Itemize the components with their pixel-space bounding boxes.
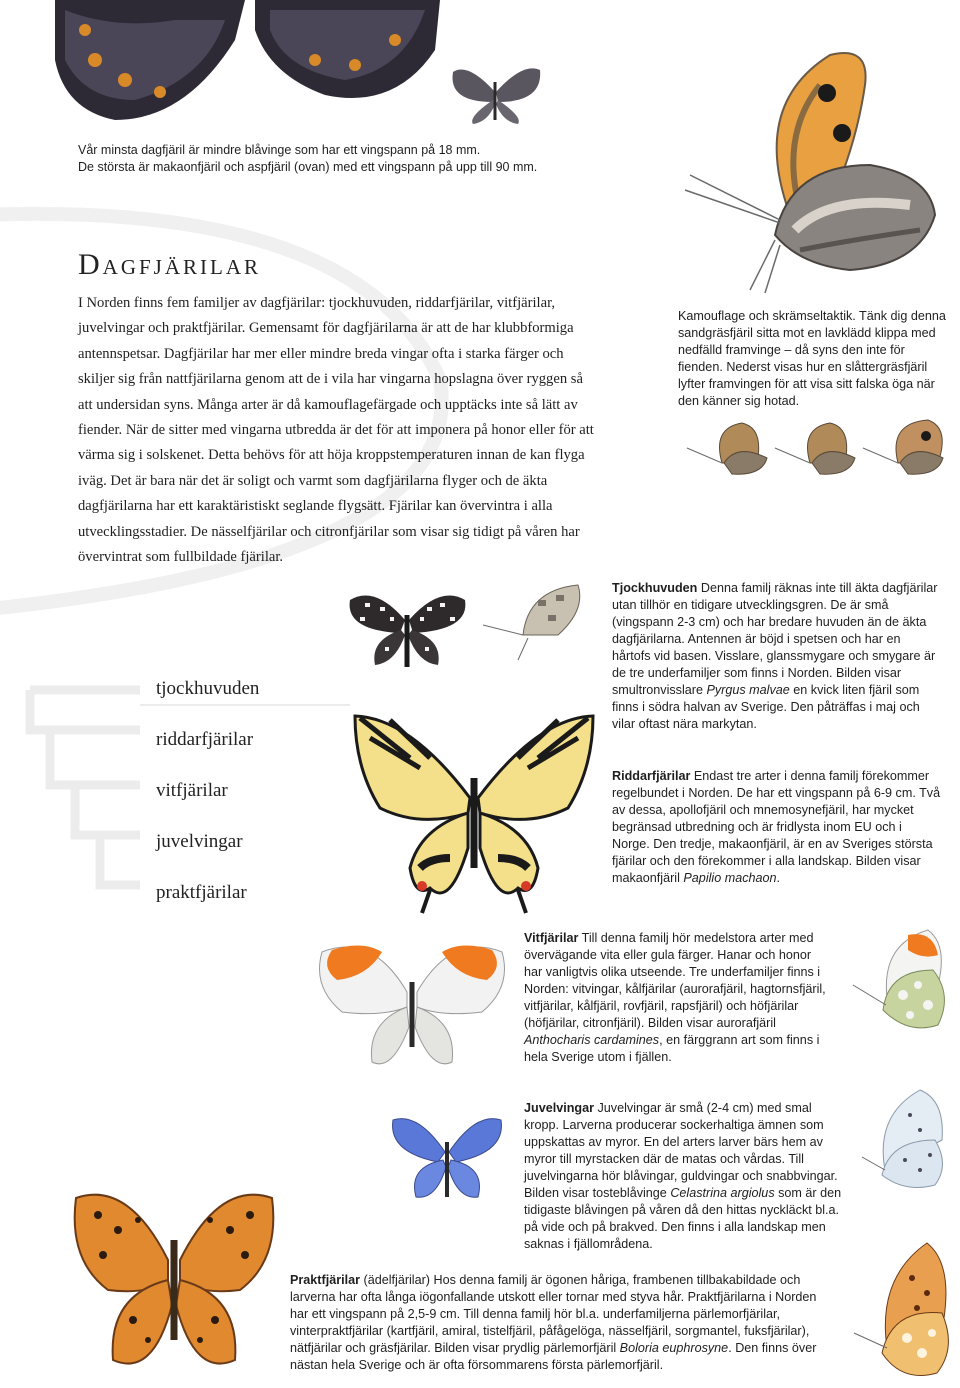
description-vitfjarilar-head: Vitfjärilar — [524, 931, 579, 945]
family-list — [156, 676, 356, 931]
description-praktfjarilar-text1: (ädelfjärilar) Hos denna familj är ögonen håriga, frambenen tillbakabildade och larverna har ofta långa iögonfallande utskott eller tornar med styva hår. Praktfjärilarna i Norden har ett vingspann på 2,5-9 cm. Till denna familj hör bl.a. underfamiljerna pärlemorfjärilar, vinterpraktfjärilar (kartfjäril, amiral, tistelfjäril, påfågelöga, nässelfjäril, sorgmantel, fuksfjärilar), nätfjärilar och gräsfjärilar. Bilden visar prydlig pärlemorfjäril — [290, 1273, 817, 1355]
family-item-praktfjarilar: praktfjärilar — [156, 882, 247, 903]
small-blue-illustration — [448, 62, 543, 127]
description-praktfjarilar-species: Boloria euphrosyne — [619, 1341, 729, 1355]
description-juvelvingar — [524, 1100, 842, 1253]
description-tjockhuvuden-species: Pyrgus malvae — [706, 683, 790, 697]
description-praktfjarilar-head: Praktfjärilar — [290, 1273, 361, 1287]
page-title: Dagfjärilar — [78, 248, 262, 281]
description-juvelvingar-text2: som är den tidigaste blåvingen på våren då den hittas nyckläckt bl.a. på vide och på brakved. Den finns i alla landskap men saknas i fjällområdena. — [524, 1186, 842, 1251]
description-praktfjarilar — [290, 1272, 838, 1374]
description-juvelvingar-head: Juvelvingar — [524, 1101, 594, 1115]
description-riddarfjarilar-text2: . — [776, 871, 781, 885]
intro-paragraph: I Norden finns fem familjer av dagfjärilar: tjockhuvuden, riddarfjärilar, vitfjärilar, juvelvingar och praktfjärilar. Gemensamt för dagfjärilarna är att de har klubbformiga antennspetsar. Dagfjärilar har mer eller mindre breda vingar ofta i starka färger och skiljer sig från nattfjärilarna genom att de i vila har vingarna hopslagna över ryggen så att undersidan syns. Många arter är då kamouflagefärgade och upptäcks inte så lätt av fiender. När de sitter med vingarna utbredda är det för att imponera på honor eller för att värma sig i solskenet. Detta behövs för att höja kroppstemperaturen innan de kan flyga iväg. Det är bara när det är soligt och varmt som dagfjärilarna flyger och de äkta dagfjärilarna har ett karaktäristiskt seglande flygsätt. Fjärilar kan övervintra i alla utvecklingsstadier. De nässelfjärilar och citronfjärilar som visar sig tidigt på våren har övervintrat som fullbildade fjärilar. — [78, 295, 594, 566]
description-riddarfjarilar-species: Papilio machaon — [683, 871, 777, 885]
fritillary-illustration — [68, 1180, 280, 1380]
orange-tip-illustration — [312, 932, 512, 1080]
description-tjockhuvuden-head: Tjockhuvuden — [612, 581, 698, 595]
description-vitfjarilar-text1: Till denna familj hör medelstora arter med övervägande vita eller gula färger. Hanar och honor har vanligtvis olika utseende. Tre underfamiljer finns i Norden: vitvingar, kålfjärilar (aurorafjäril, hagtornsfjäril, vitfjärilar, kålfjäril, rovfjäril, rapsfjäril) och höfjärilar (höfjärilar, citronfjäril). Bilden visar aurorafjäril — [524, 931, 826, 1030]
description-tjockhuvuden — [612, 580, 942, 733]
swallowtail-illustration — [350, 708, 598, 920]
grayling-illustration — [680, 45, 945, 295]
description-juvelvingar-text1: Juvelvingar är små (2-4 cm) med smal kropp. Larverna producerar sockerhaltiga ämnen som uppskattas av myror. En del arters larver bärs hem av myror till myrstacken där de matas och vårdas. Till juvelvingarna hör blåvingar, guldvingar och snabbvingar. Bilden visar tosteblåvinge — [524, 1101, 838, 1200]
aspen-admiral-illustration — [55, 0, 440, 125]
meadow-brown-sequence-illustration — [682, 418, 952, 480]
top-caption-line-1: Vår minsta dagfjäril är mindre blåvinge som har ett vingspann på 18 mm. — [78, 143, 481, 157]
description-tjockhuvuden-text2: en kvick liten fjäril som finns i södra halvan av Sverige. Den påträffas i maj och vilar oftast nära markytan. — [612, 683, 920, 731]
fritillary-underside-illustration — [852, 1238, 958, 1383]
description-riddarfjarilar — [612, 768, 942, 887]
orange-tip-underside-illustration — [848, 925, 956, 1037]
holly-blue-illustration — [388, 1112, 506, 1207]
family-item-riddarfjarilar: riddarfjärilar — [156, 729, 254, 750]
holly-blue-underside-illustration — [860, 1085, 952, 1193]
description-vitfjarilar — [524, 930, 829, 1066]
top-caption — [78, 142, 638, 176]
description-tjockhuvuden-text1: Denna familj räknas inte till äkta dagfjärilar utan tillhör en tidigare utvecklingsgren. De är små (vingspann 2-3 cm) och har bredare huvuden än de äkta dagfjärilarna. Antennen är böjd i spetsen och har en hårtofs vid basen. Visslare, glanssmygare och smygare är de tre underfamiljer som finns i Norden. Bilden visar smultronvisslare — [612, 581, 938, 697]
description-juvelvingar-species: Celastrina argiolus — [670, 1186, 775, 1200]
top-caption-line-2: De största är makaonfjäril och aspfjäril (ovan) med ett vingspann på upp till 90 mm. — [78, 160, 538, 174]
camouflage-caption: Kamouflage och skrämseltaktik. Tänk dig denna sandgräsfjäril sitta mot en lavklädd klippa med nedfälld framvinge – då syns den inte för fienden. Nederst visas hur en slåttergräsfjäril lyfter framvingen för att visa sitt falska öga när den känner sig hotad. — [678, 309, 946, 408]
description-riddarfjarilar-text1: Endast tre arter i denna familj förekommer regelbundet i Norden. De har ett vingspann på 6-9 cm. Två av dessa, apollofjäril och mnemosynefjäril, har mycket begränsad utbredning och är fridlysta inom EU och i Norge. Den tredje, makaonfjäril, är en av Sveriges största fjärilar och den förekommer i alla landskap. Bilden visar makaonfjäril — [612, 769, 941, 885]
family-item-tjockhuvuden: tjockhuvuden — [156, 678, 260, 699]
description-vitfjarilar-species: Anthocharis cardamines — [524, 1033, 660, 1047]
description-riddarfjarilar-head: Riddarfjärilar — [612, 769, 691, 783]
skipper-underside-illustration — [478, 580, 588, 665]
grizzled-skipper-illustration — [345, 585, 470, 673]
description-vitfjarilar-text2: , en färggrann art som finns i hela Sverige utom i fjällen. — [524, 1033, 820, 1064]
family-item-juvelvingar: juvelvingar — [156, 831, 243, 852]
description-praktfjarilar-text2: . Den finns över nästan hela Sverige och är ofta försommarens första pärlemorfjäril. — [290, 1341, 817, 1372]
family-item-vitfjarilar: vitfjärilar — [156, 780, 228, 801]
